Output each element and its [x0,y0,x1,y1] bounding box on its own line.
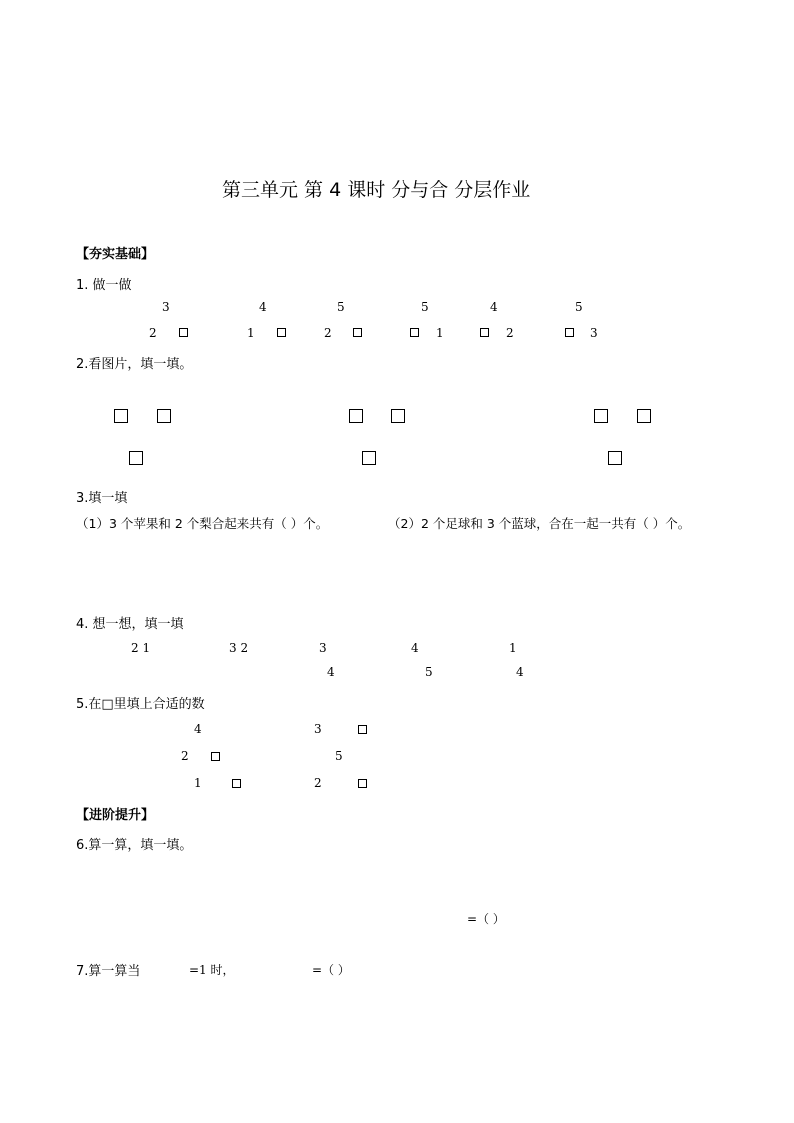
q5-number: 3 [314,722,322,736]
question-4-label: 4. 想一想，填一填 [76,617,184,632]
q4-number: 1 [509,641,517,655]
question-3-part-2: （2）2 个足球和 3 个蓝球，合在一起一共有（ ）个。 [388,516,691,531]
q4-number: 3 2 [229,641,249,655]
question-5-label: 5.在□里填上合适的数 [76,697,205,712]
q1-top-number: 4 [490,300,498,314]
answer-box[interactable] [349,409,363,423]
answer-box[interactable] [391,409,405,423]
page-title: 第三单元 第 4 课时 分与合 分层作业 [222,179,531,201]
answer-box[interactable] [211,752,220,761]
q1-top-number: 5 [337,300,345,314]
answer-box[interactable] [565,328,574,337]
q4-number: 3 [319,641,327,655]
q4-number: 4 [516,665,524,679]
question-3-label: 3.填一填 [76,491,128,506]
q1-bottom-number: 2 [149,326,157,340]
q5-number: 2 [181,749,189,763]
q1-top-number: 3 [162,300,170,314]
section-heading-advanced: 【进阶提升】 [76,808,155,823]
answer-box[interactable] [358,779,367,788]
answer-box[interactable] [157,409,171,423]
answer-box[interactable] [637,409,651,423]
answer-box[interactable] [179,328,188,337]
answer-box[interactable] [358,725,367,734]
answer-box[interactable] [353,328,362,337]
answer-box[interactable] [277,328,286,337]
question-7-answer-blank[interactable]: =（ ） [312,963,350,977]
q4-number: 4 [411,641,419,655]
q1-top-number: 5 [421,300,429,314]
q1-bottom-number: 3 [590,326,598,340]
answer-box[interactable] [362,451,376,465]
question-1-label: 1. 做一做 [76,278,132,293]
q1-bottom-number: 2 [324,326,332,340]
answer-box[interactable] [232,779,241,788]
answer-box[interactable] [608,451,622,465]
q4-number: 5 [425,665,433,679]
q1-top-number: 5 [575,300,583,314]
section-heading-basic: 【夯实基础】 [76,247,155,262]
q5-number: 5 [335,749,343,763]
question-7-condition: =1 时， [189,963,235,977]
question-6-label: 6.算一算，填一填。 [76,838,193,853]
answer-box[interactable] [594,409,608,423]
question-7-label: 7.算一算当 [76,964,141,979]
question-2-label: 2.看图片，填一填。 [76,357,193,372]
answer-box[interactable] [129,451,143,465]
q1-bottom-number: 1 [247,326,255,340]
question-6-answer-blank[interactable]: =（ ） [467,912,505,926]
q1-top-number: 4 [259,300,267,314]
q4-number: 2 1 [131,641,151,655]
answer-box[interactable] [410,328,419,337]
q5-number: 4 [194,722,202,736]
answer-box[interactable] [480,328,489,337]
q1-bottom-number: 2 [506,326,514,340]
q1-bottom-number: 1 [436,326,444,340]
question-3-part-1: （1）3 个苹果和 2 个梨合起来共有（ ）个。 [76,516,329,531]
q5-number: 2 [314,776,322,790]
q5-number: 1 [194,776,202,790]
q4-number: 4 [327,665,335,679]
answer-box[interactable] [114,409,128,423]
